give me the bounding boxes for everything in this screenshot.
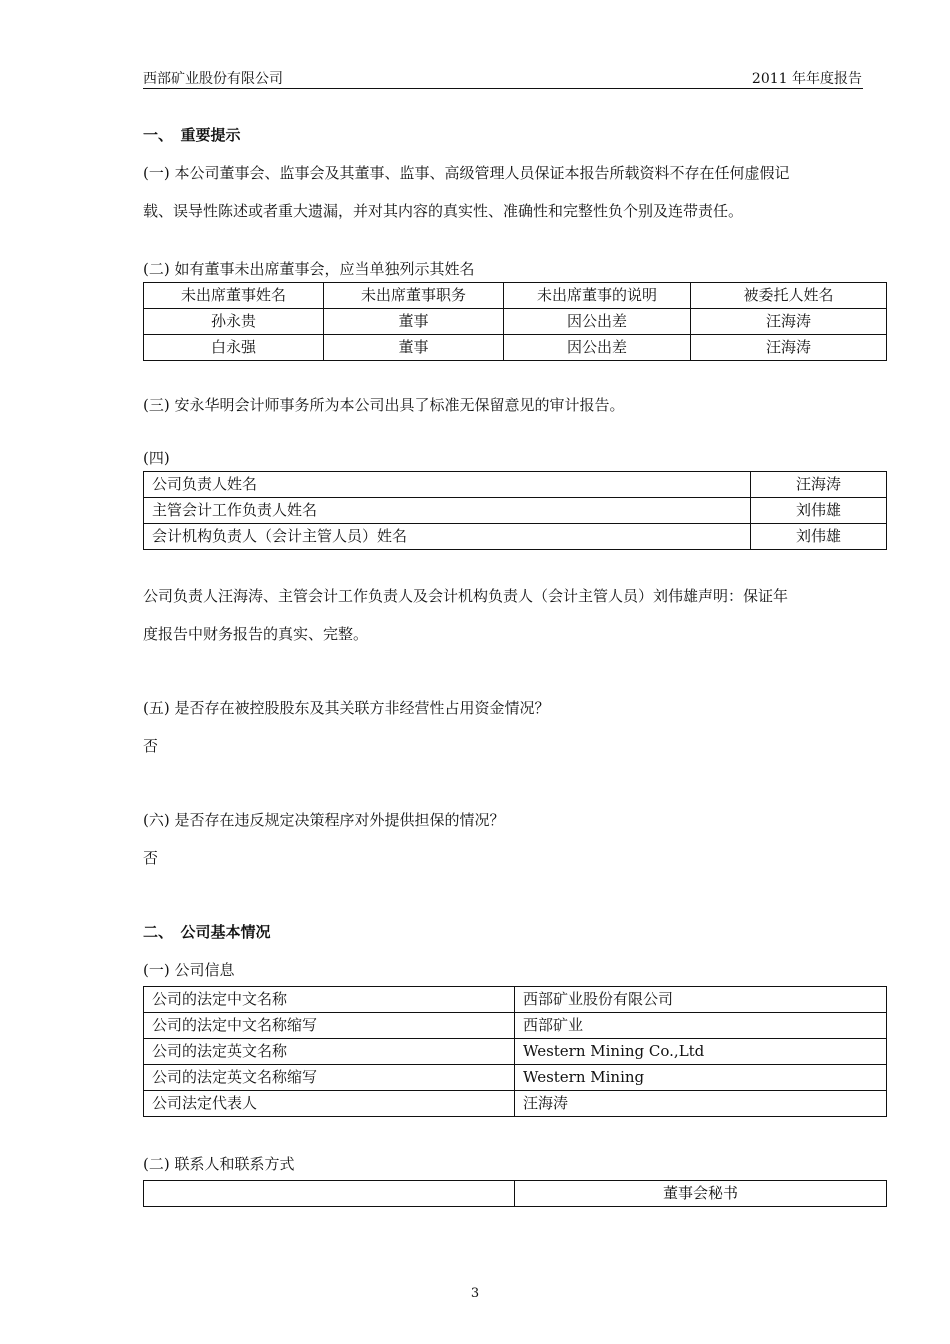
para-3: (三) 安永华明会计师事务所为本公司出具了标准无保留意见的审计报告。	[143, 396, 625, 414]
table-cell: 西部矿业	[515, 1013, 887, 1039]
para-2-title: (二) 如有董事未出席董事会，应当单独列示其姓名	[143, 260, 475, 278]
table-cell: Western Mining Co.,Ltd	[515, 1039, 887, 1065]
table-cell: 汪海涛	[751, 472, 887, 498]
table-row	[144, 1065, 887, 1091]
table-header-cell: 被委托人姓名	[691, 283, 887, 309]
header-company: 西部矿业股份有限公司	[143, 71, 283, 87]
para-6-question: (六) 是否存在违反规定决策程序对外提供担保的情况？	[143, 811, 505, 829]
table-header-cell: 董事会秘书	[515, 1181, 887, 1207]
page-number: 3	[470, 1286, 480, 1301]
table-header-cell: 未出席董事职务	[324, 283, 504, 309]
table-row	[144, 309, 887, 335]
table-row	[144, 498, 887, 524]
table-header-row	[144, 283, 887, 309]
table-cell: Western Mining	[515, 1065, 887, 1091]
table-header-cell: 未出席董事姓名	[144, 283, 324, 309]
table-header-cell	[144, 1181, 515, 1207]
para-6-answer: 否	[143, 849, 159, 867]
table-cell: 公司的法定中文名称	[144, 987, 515, 1013]
table-row	[144, 472, 887, 498]
absent-directors-table	[143, 282, 887, 361]
statement-line-2: 度报告中财务报告的真实、完整。	[143, 625, 369, 643]
header-report-title: 2011 年年度报告	[751, 71, 862, 87]
table-row	[144, 1013, 887, 1039]
para-4-title: (四)	[143, 449, 170, 467]
table-cell: 汪海涛	[691, 335, 887, 361]
table-cell: 公司负责人姓名	[144, 472, 751, 498]
table-cell: 西部矿业股份有限公司	[515, 987, 887, 1013]
table-cell: 汪海涛	[691, 309, 887, 335]
table-cell: 孙永贵	[144, 309, 324, 335]
table-cell: 刘伟雄	[751, 498, 887, 524]
table-cell: 公司法定代表人	[144, 1091, 515, 1117]
table-cell: 公司的法定英文名称	[144, 1039, 515, 1065]
contact-table	[143, 1180, 887, 1207]
table-cell: 公司的法定中文名称缩写	[144, 1013, 515, 1039]
section-1-title: 一、 重要提示	[143, 126, 241, 144]
section-2-title: 二、 公司基本情况	[143, 923, 271, 941]
officers-table	[143, 471, 887, 550]
header-divider	[143, 88, 863, 89]
table-cell: 刘伟雄	[751, 524, 887, 550]
table-row	[144, 1091, 887, 1117]
table-cell: 白永强	[144, 335, 324, 361]
table-row	[144, 987, 887, 1013]
table-cell: 董事	[324, 335, 504, 361]
para-5-question: (五) 是否存在被控股股东及其关联方非经营性占用资金情况？	[143, 699, 550, 717]
table-row	[144, 335, 887, 361]
table-cell: 汪海涛	[515, 1091, 887, 1117]
para-1-line-2: 载、误导性陈述或者重大遗漏，并对其内容的真实性、准确性和完整性负个别及连带责任。	[143, 202, 744, 220]
table-header-cell: 未出席董事的说明	[504, 283, 691, 309]
para-1-line-1: (一) 本公司董事会、监事会及其董事、监事、高级管理人员保证本报告所载资料不存在任何虚假记	[143, 164, 790, 182]
table-header-row	[144, 1181, 887, 1207]
table-cell: 会计机构负责人（会计主管人员）姓名	[144, 524, 751, 550]
table-row	[144, 524, 887, 550]
table-cell: 因公出差	[504, 309, 691, 335]
company-info-title: (一) 公司信息	[143, 961, 235, 979]
company-info-table	[143, 986, 887, 1117]
contact-title: (二) 联系人和联系方式	[143, 1155, 295, 1173]
table-cell: 董事	[324, 309, 504, 335]
para-5-answer: 否	[143, 737, 159, 755]
table-cell: 公司的法定英文名称缩写	[144, 1065, 515, 1091]
table-cell: 因公出差	[504, 335, 691, 361]
table-cell: 主管会计工作负责人姓名	[144, 498, 751, 524]
table-row	[144, 1039, 887, 1065]
statement-line-1: 公司负责人汪海涛、主管会计工作负责人及会计机构负责人（会计主管人员）刘伟雄声明：保证年	[143, 587, 789, 605]
